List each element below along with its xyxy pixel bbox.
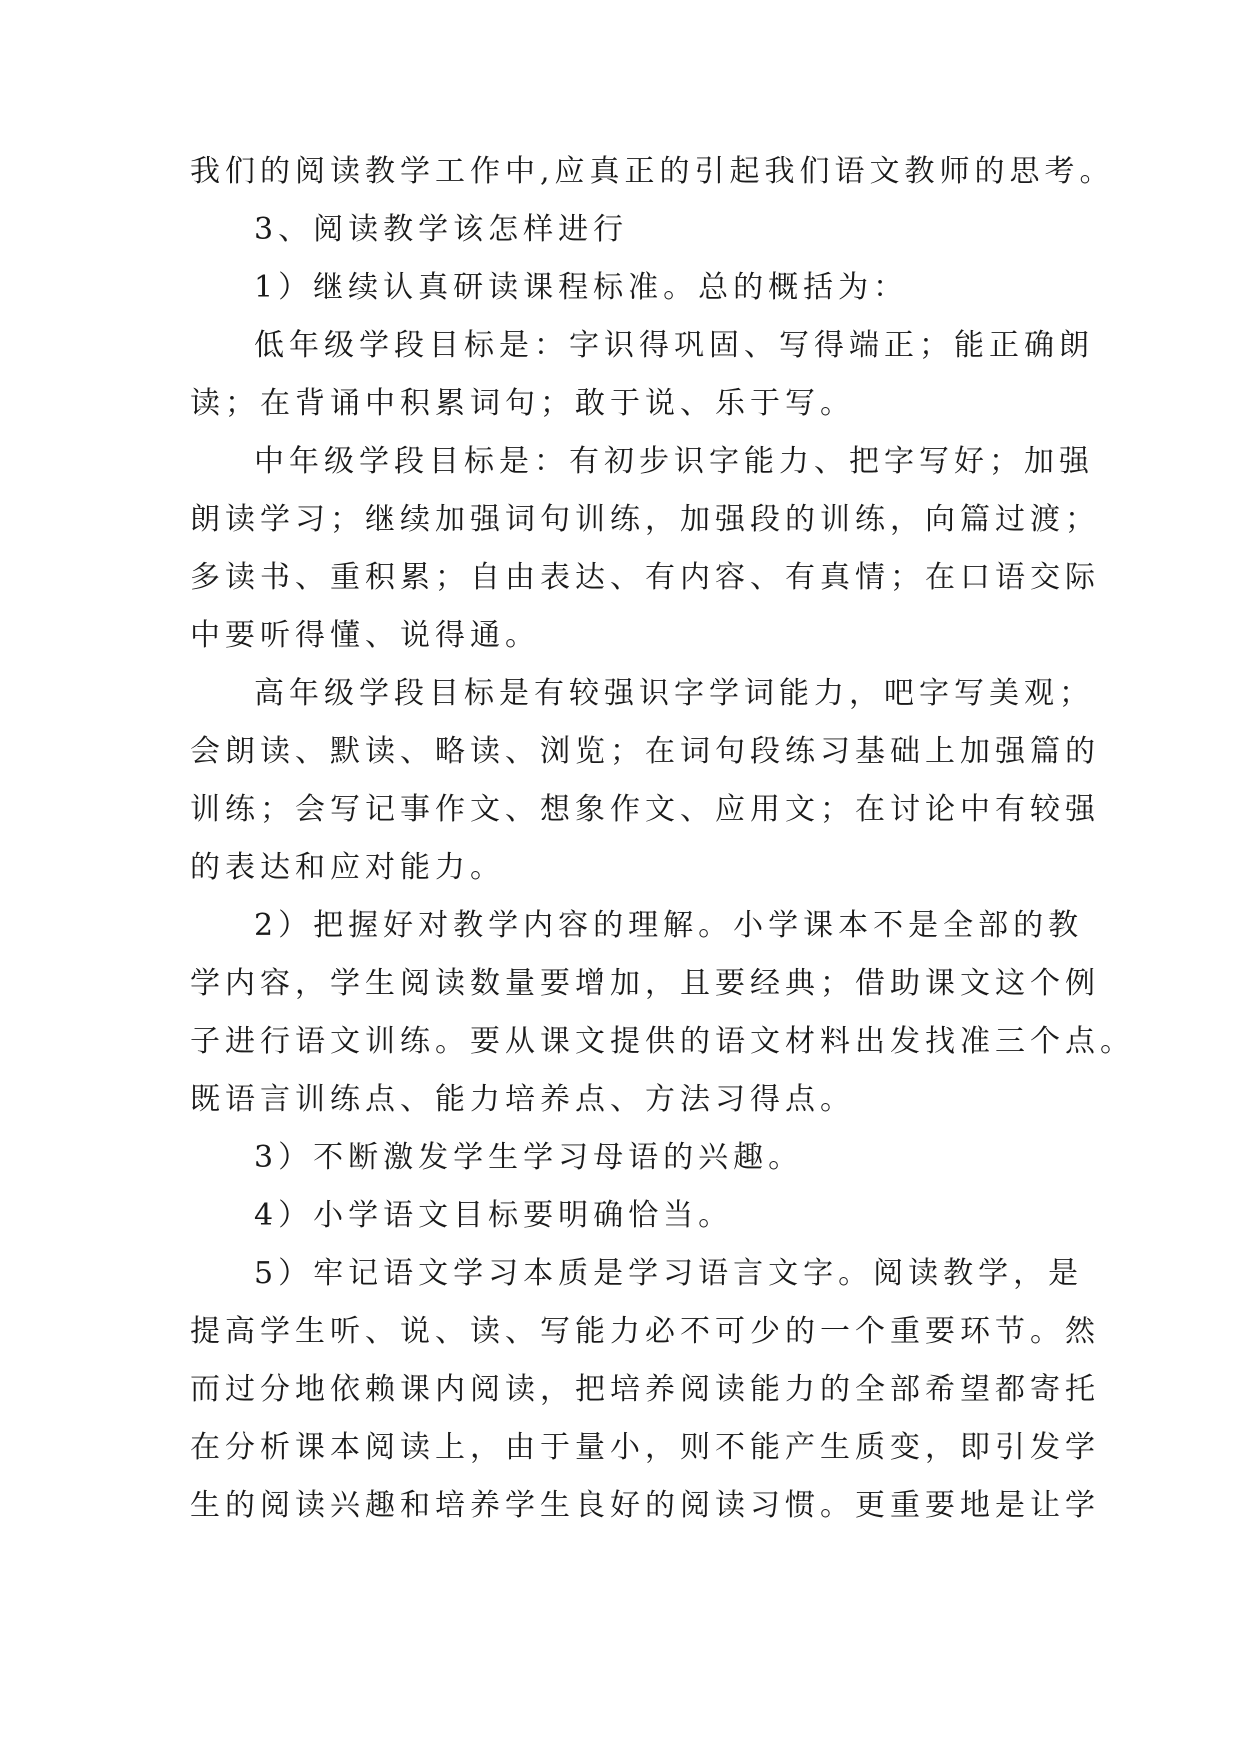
text-line: 读；在背诵中积累词句；敢于说、乐于写。 — [190, 386, 855, 421]
text-line: 1）继续认真研读课程标准。总的概括为： — [254, 270, 909, 305]
text-line: 5）牢记语文学习本质是学习语言文字。阅读教学，是 — [254, 1256, 1084, 1291]
text-line: 多读书、重积累；自由表达、有内容、有真情；在口语交际 — [190, 560, 1100, 595]
section-heading: 3、阅读教学该怎样进行 — [254, 212, 629, 247]
text-line: 低年级学段目标是：字识得巩固、写得端正；能正确朗 — [254, 328, 1094, 363]
text-line: 训练；会写记事作文、想象作文、应用文；在讨论中有较强 — [190, 792, 1100, 827]
text-line: 学内容，学生阅读数量要增加，且要经典；借助课文这个例 — [190, 966, 1100, 1001]
text-line: 既语言训练点、能力培养点、方法习得点。 — [190, 1082, 855, 1117]
text-line: 的表达和应对能力。 — [190, 850, 505, 885]
text-line: 我们的阅读教学工作中,应真正的引起我们语文教师的思考。 — [190, 154, 1115, 189]
text-line: 高年级学段目标是有较强识字学词能力，吧字写美观； — [254, 676, 1094, 711]
text-line: 生的阅读兴趣和培养学生良好的阅读习惯。更重要地是让学 — [190, 1488, 1100, 1523]
text-line: 会朗读、默读、略读、浏览；在词句段练习基础上加强篇的 — [190, 734, 1100, 769]
text-line: 子进行语文训练。要从课文提供的语文材料出发找准三个点。 — [190, 1024, 1135, 1059]
text-line: 中要听得懂、说得通。 — [190, 618, 540, 653]
text-line: 朗读学习；继续加强词句训练，加强段的训练，向篇过渡； — [190, 502, 1100, 537]
text-line: 4）小学语文目标要明确恰当。 — [254, 1198, 734, 1233]
text-line: 在分析课本阅读上，由于量小，则不能产生质变，即引发学 — [190, 1430, 1100, 1465]
text-line: 中年级学段目标是：有初步识字能力、把字写好；加强 — [254, 444, 1094, 479]
text-line: 提高学生听、说、读、写能力必不可少的一个重要环节。然 — [190, 1314, 1100, 1349]
text-line: 2）把握好对教学内容的理解。小学课本不是全部的教 — [254, 908, 1084, 943]
text-line: 而过分地依赖课内阅读，把培养阅读能力的全部希望都寄托 — [190, 1372, 1100, 1407]
text-line: 3）不断激发学生学习母语的兴趣。 — [254, 1140, 804, 1175]
